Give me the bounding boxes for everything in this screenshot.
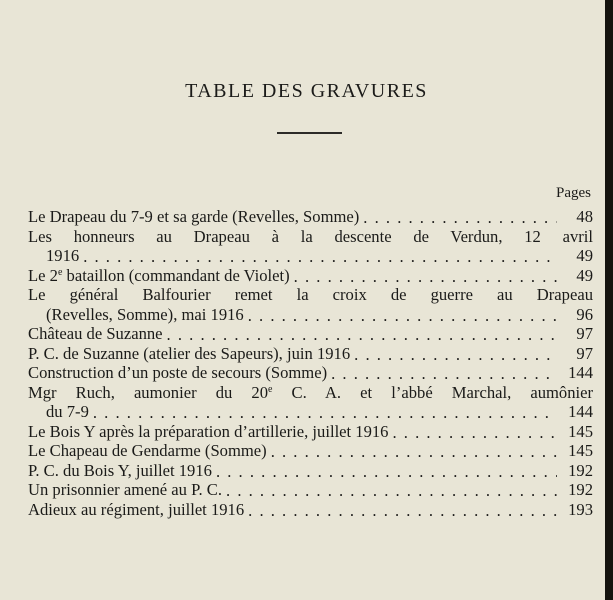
entry-page: 96 (576, 304, 593, 324)
dot-leader (83, 247, 557, 267)
entry-title-line: Le général Balfourier remet la croix de guerre au Drapeau (28, 285, 593, 304)
dot-leader (354, 345, 557, 365)
entry-page: 193 (568, 499, 593, 519)
entry-page: 48 (576, 207, 593, 226)
entry-title: Un prisonnier amené au P. C. (28, 480, 223, 499)
toc-entry (28, 285, 593, 324)
toc-entry (28, 324, 593, 344)
entry-title: Le Drapeau du 7-9 et sa garde (Revelles, Somme) (28, 207, 360, 226)
dot-leader (392, 423, 557, 443)
dot-leader (93, 403, 557, 423)
dot-leader (294, 267, 557, 287)
entry-page: 49 (576, 246, 593, 265)
dot-leader (248, 306, 557, 326)
table-of-engravings (28, 207, 593, 519)
page-title: TABLE DES GRAVURES (185, 80, 428, 102)
entry-title: Le 2e bataillon (commandant de Violet) (28, 265, 290, 285)
entry-title: P. C. du Bois Y, juillet 1916 (28, 460, 212, 480)
entry-title: Adieux au régiment, juillet 1916 (28, 499, 245, 519)
toc-entry (28, 207, 593, 227)
entry-page: 144 (568, 363, 593, 382)
entry-title-line: (Revelles, Somme), mai 1916 (46, 304, 244, 324)
toc-entry (28, 441, 593, 461)
entry-page: 144 (568, 402, 593, 421)
entry-title: Le Bois Y après la préparation d’artillerie, juillet 1916 (28, 421, 389, 441)
entry-title: Château de Suzanne (28, 324, 163, 343)
dot-leader (363, 208, 557, 228)
dot-leader (216, 462, 557, 482)
dot-leader (226, 481, 557, 501)
toc-entry (28, 461, 593, 481)
toc-entry (28, 227, 593, 266)
entry-title: Le Chapeau de Gendarme (Somme) (28, 441, 267, 460)
entry-title: P. C. de Suzanne (atelier des Sapeurs), juin 1916 (28, 343, 351, 363)
entry-page: 192 (568, 480, 593, 499)
dot-leader (167, 325, 557, 345)
dot-leader (331, 364, 557, 384)
entry-page: 97 (576, 343, 593, 363)
toc-entry (28, 480, 593, 500)
entry-title-line: du 7-9 (46, 402, 89, 421)
entry-title-line: Mgr Ruch, aumonier du 20e C. A. et l’abbé Marchal, aumônier (28, 382, 593, 402)
toc-entry (28, 266, 593, 286)
toc-entry (28, 363, 593, 383)
toc-entry (28, 422, 593, 442)
entry-title-line: Les honneurs au Drapeau à la descente de Verdun, 12 avril (28, 226, 593, 246)
dot-leader (248, 501, 557, 521)
dot-leader (271, 442, 557, 462)
entry-title: Construction d’un poste de secours (Somme) (28, 363, 328, 382)
entry-page: 97 (576, 324, 593, 343)
entry-page: 192 (568, 460, 593, 480)
toc-entry (28, 344, 593, 364)
entry-page: 49 (576, 265, 593, 285)
toc-entry (28, 500, 593, 520)
pages-column-label: Pages (556, 185, 591, 201)
toc-entry (28, 383, 593, 422)
entry-title-line: 1916 (46, 246, 80, 265)
entry-page: 145 (568, 441, 593, 460)
title-rule (277, 132, 342, 134)
entry-page: 145 (568, 421, 593, 441)
